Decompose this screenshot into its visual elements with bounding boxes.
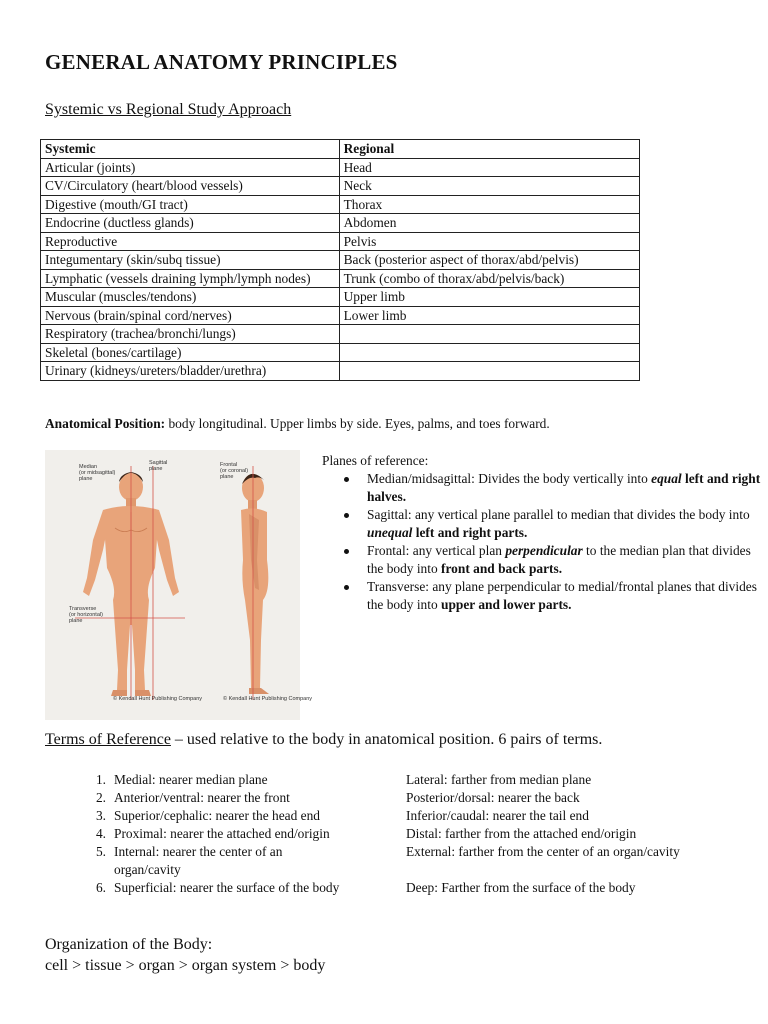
list-item: Distal: farther from the attached end/origin [406, 826, 637, 841]
organization-heading: Organization of the Body: [45, 936, 213, 953]
cell-systemic: Endocrine (ductless glands) [41, 214, 340, 233]
list-item: Deep: Farther from the surface of the body [406, 880, 636, 895]
list-item: 1. Medial: nearer median plane [95, 772, 268, 787]
table-row [41, 325, 640, 344]
median-plane-label: Median (or midsagittal) plane [79, 464, 116, 482]
cell-systemic: Muscular (muscles/tendons) [41, 288, 340, 307]
list-item: 6. Superficial: nearer the surface of the body [95, 880, 340, 895]
cell-regional: Pelvis [339, 232, 639, 251]
cell-systemic: Nervous (brain/spinal cord/nerves) [41, 306, 340, 325]
table-row [41, 288, 640, 307]
table-row [41, 214, 640, 233]
list-item: 5. Internal: nearer the center of an organ/cavity [95, 844, 283, 877]
list-item: Lateral: farther from median plane [406, 772, 592, 787]
cell-regional [339, 343, 639, 362]
cell-regional [339, 362, 639, 381]
cell-regional: Back (posterior aspect of thorax/abd/pelvis) [339, 251, 639, 270]
table-row [41, 232, 640, 251]
list-item: Transverse: any plane perpendicular to medial/frontal planes that divides the body into upper and lower parts. [367, 578, 767, 614]
frontal-plane-label: Frontal (or coronal) plane [220, 462, 249, 480]
header-systemic: Systemic [41, 140, 340, 159]
cell-systemic: Respiratory (trachea/bronchi/lungs) [41, 325, 340, 344]
cell-regional: Upper limb [339, 288, 639, 307]
anatomical-planes-figure [45, 450, 313, 720]
table-row [41, 269, 640, 288]
cell-regional: Neck [339, 177, 639, 196]
cell-systemic: CV/Circulatory (heart/blood vessels) [41, 177, 340, 196]
list-item: 2. Anterior/ventral: nearer the front [95, 790, 290, 805]
copyright-label-right: © Kendall Hunt Publishing Company [223, 696, 313, 702]
side-body-figure [241, 474, 269, 694]
cell-regional: Lower limb [339, 306, 639, 325]
anatomical-position-text [45, 415, 550, 433]
list-item: Inferior/caudal: nearer the tail end [406, 808, 589, 823]
list-item: 4. Proximal: nearer the attached end/origin [95, 826, 330, 841]
transverse-plane-label: Transverse (or horizontal) plane [69, 606, 103, 624]
list-item: External: farther from the center of an organ/cavity [406, 844, 680, 859]
sagittal-plane-label: Sagittal plane [149, 460, 168, 472]
cell-systemic: Articular (joints) [41, 158, 340, 177]
page-title: GENERAL ANATOMY PRINCIPLES [45, 50, 398, 74]
cell-systemic: Reproductive [41, 232, 340, 251]
cell-systemic: Skeletal (bones/cartilage) [41, 343, 340, 362]
anatomical-position-description: body longitudinal. Upper limbs by side. Eyes, palms, and toes forward. [165, 416, 550, 431]
cell-systemic: Lymphatic (vessels draining lymph/lymph nodes) [41, 269, 340, 288]
planes-list [322, 470, 767, 614]
table-row [41, 362, 640, 381]
terms-heading [45, 731, 602, 749]
cell-regional: Head [339, 158, 639, 177]
table-row [41, 251, 640, 270]
organization-chain: cell > tissue > organ > organ system > body [45, 957, 326, 974]
anatomical-position-label: Anatomical Position: [45, 416, 166, 431]
cell-systemic: Integumentary (skin/subq tissue) [41, 251, 340, 270]
list-item: Sagittal: any vertical plane parallel to median that divides the body into unequal left and right parts. [367, 506, 767, 542]
planes-heading: Planes of reference: [322, 453, 429, 468]
section-heading-systemic-regional: Systemic vs Regional Study Approach [45, 101, 292, 118]
cell-regional [339, 325, 639, 344]
table-header-row [41, 140, 640, 159]
copyright-label-left: © Kendall Hunt Publishing Company [113, 696, 203, 702]
systemic-regional-table [40, 139, 640, 381]
cell-systemic: Urinary (kidneys/ureters/bladder/urethra) [41, 362, 340, 381]
terms-heading-title: Terms of Reference [45, 731, 171, 748]
terms-heading-description: – used relative to the body in anatomical position. 6 pairs of terms. [170, 731, 603, 748]
table-row [41, 177, 640, 196]
list-item: Frontal: any vertical plan perpendicular to the median plan that divides the body into front and back parts. [367, 542, 767, 578]
table-row [41, 343, 640, 362]
cell-regional: Thorax [339, 195, 639, 214]
body-planes-illustration [45, 450, 313, 720]
cell-regional: Trunk (combo of thorax/abd/pelvis/back) [339, 269, 639, 288]
terms-left-list [76, 771, 366, 897]
list-item: Posterior/dorsal: nearer the back [406, 790, 580, 805]
table-row [41, 158, 640, 177]
header-regional: Regional [339, 140, 639, 159]
table-row [41, 306, 640, 325]
cell-regional: Abdomen [339, 214, 639, 233]
list-item: 3. Superior/cephalic: nearer the head end [95, 808, 320, 823]
table-row [41, 195, 640, 214]
list-item: Median/midsagittal: Divides the body vertically into equal left and right halves. [367, 470, 767, 506]
cell-systemic: Digestive (mouth/GI tract) [41, 195, 340, 214]
terms-right-list [406, 771, 746, 897]
